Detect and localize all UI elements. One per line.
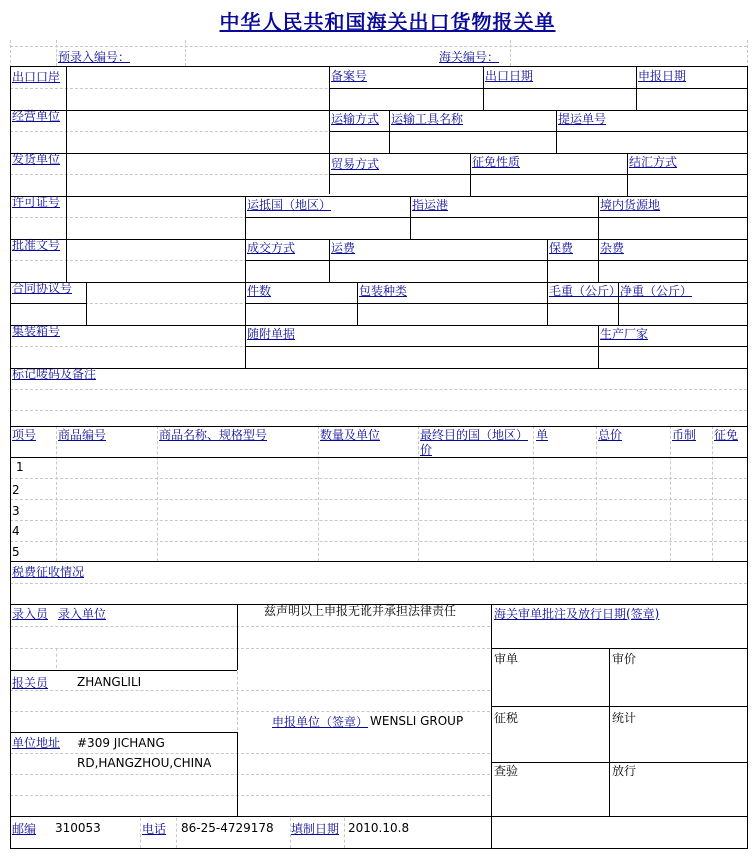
phone-label[interactable]: 电话 <box>142 822 167 836</box>
license-no-label[interactable]: 许可证号 <box>12 195 61 209</box>
col-dest[interactable]: 最终目的国（地区） <box>420 428 529 442</box>
fill-date-label[interactable]: 填制日期 <box>291 822 340 836</box>
phone-value: 86-25-4729178 <box>181 821 274 835</box>
address-line-1: #309 JICHANG <box>77 736 165 750</box>
entry-person-label[interactable]: 录入员 <box>12 607 49 621</box>
misc-fee-label[interactable]: 杂费 <box>600 241 625 255</box>
table-row: 5 <box>12 545 20 559</box>
postcode-label[interactable]: 邮编 <box>12 822 37 836</box>
table-row: 2 <box>12 483 20 497</box>
col-unit-price-a[interactable]: 单 <box>536 428 549 442</box>
domestic-source-label[interactable]: 境内货源地 <box>600 198 661 212</box>
col-total[interactable]: 总价 <box>598 428 623 442</box>
customs-no-label[interactable]: 海关编号： <box>439 50 500 64</box>
col-qty[interactable]: 数量及单位 <box>320 428 381 442</box>
contract-no-label[interactable]: 合同协议号 <box>12 281 73 295</box>
release-label: 放行 <box>612 764 637 778</box>
gross-weight-label[interactable]: 毛重（公斤） <box>549 284 622 298</box>
tax-section-label[interactable]: 税费征收情况 <box>12 565 85 579</box>
price-review-label: 审价 <box>612 652 637 666</box>
form-title: 中华人民共和国海关出口货物报关单 <box>219 10 556 34</box>
transport-tool-label[interactable]: 运输工具名称 <box>391 112 464 126</box>
transport-mode-label[interactable]: 运输方式 <box>331 112 380 126</box>
col-unit-price-b[interactable]: 价 <box>420 443 433 457</box>
declare-unit-value: WENSLI GROUP <box>370 714 464 728</box>
record-no-label[interactable]: 备案号 <box>331 69 368 83</box>
port-of-destination-label[interactable]: 指运港 <box>412 198 449 212</box>
deal-mode-label[interactable]: 成交方式 <box>247 241 296 255</box>
levy-label: 征税 <box>494 711 519 725</box>
export-date-label[interactable]: 出口日期 <box>485 69 534 83</box>
export-port-label[interactable]: 出口口岸 <box>12 70 61 84</box>
table-row: 3 <box>12 504 20 518</box>
col-name[interactable]: 商品名称、规格型号 <box>159 428 268 442</box>
approval-no-label[interactable]: 批准文号 <box>12 238 61 252</box>
destination-country-label[interactable]: 运抵国（地区） <box>247 198 332 212</box>
review-label: 审单 <box>494 652 519 666</box>
pieces-label[interactable]: 件数 <box>247 284 272 298</box>
business-unit-label[interactable]: 经营单位 <box>12 109 61 123</box>
customs-approval-label[interactable]: 海关审单批注及放行日期(签章) <box>494 607 660 621</box>
freight-label[interactable]: 运费 <box>331 241 356 255</box>
container-no-label[interactable]: 集装箱号 <box>12 324 61 338</box>
trade-mode-label[interactable]: 贸易方式 <box>331 157 380 171</box>
entry-unit-label[interactable]: 录入单位 <box>58 607 107 621</box>
packing-label[interactable]: 包装种类 <box>359 284 408 298</box>
manufacturer-label[interactable]: 生产厂家 <box>600 327 649 341</box>
insurance-label[interactable]: 保费 <box>549 241 574 255</box>
bill-of-lading-label[interactable]: 提运单号 <box>558 112 607 126</box>
declarer-value: ZHANGLILI <box>77 675 142 689</box>
preentry-no-label[interactable]: 预录入编号： <box>58 50 131 64</box>
postcode-value: 310053 <box>55 821 101 835</box>
col-item[interactable]: 项号 <box>12 428 37 442</box>
col-code[interactable]: 商品编号 <box>58 428 107 442</box>
col-levy[interactable]: 征免 <box>714 428 739 442</box>
inspection-label: 查验 <box>494 764 519 778</box>
consignor-label[interactable]: 发货单位 <box>12 152 61 166</box>
col-currency[interactable]: 币制 <box>672 428 697 442</box>
address-label[interactable]: 单位地址 <box>12 736 61 750</box>
declaration-text: 兹声明以上申报无讹并承担法律责任 <box>264 604 457 618</box>
marks-label[interactable]: 标记唛码及备注 <box>12 367 97 381</box>
address-line-2: RD,HANGZHOU,CHINA <box>77 756 212 770</box>
declare-unit-label[interactable]: 申报单位（签章） <box>272 715 369 729</box>
net-weight-label[interactable]: 净重（公斤） <box>620 284 693 298</box>
table-row: 1 <box>16 460 24 474</box>
fill-date-value: 2010.10.8 <box>348 821 410 835</box>
statistics-label: 统计 <box>612 711 637 725</box>
attached-docs-label[interactable]: 随附单据 <box>247 327 296 341</box>
declarer-label[interactable]: 报关员 <box>12 676 49 690</box>
settlement-label[interactable]: 结汇方式 <box>629 155 678 169</box>
table-row: 4 <box>12 524 20 538</box>
declare-date-label[interactable]: 申报日期 <box>638 69 687 83</box>
levy-nature-label[interactable]: 征免性质 <box>472 155 521 169</box>
